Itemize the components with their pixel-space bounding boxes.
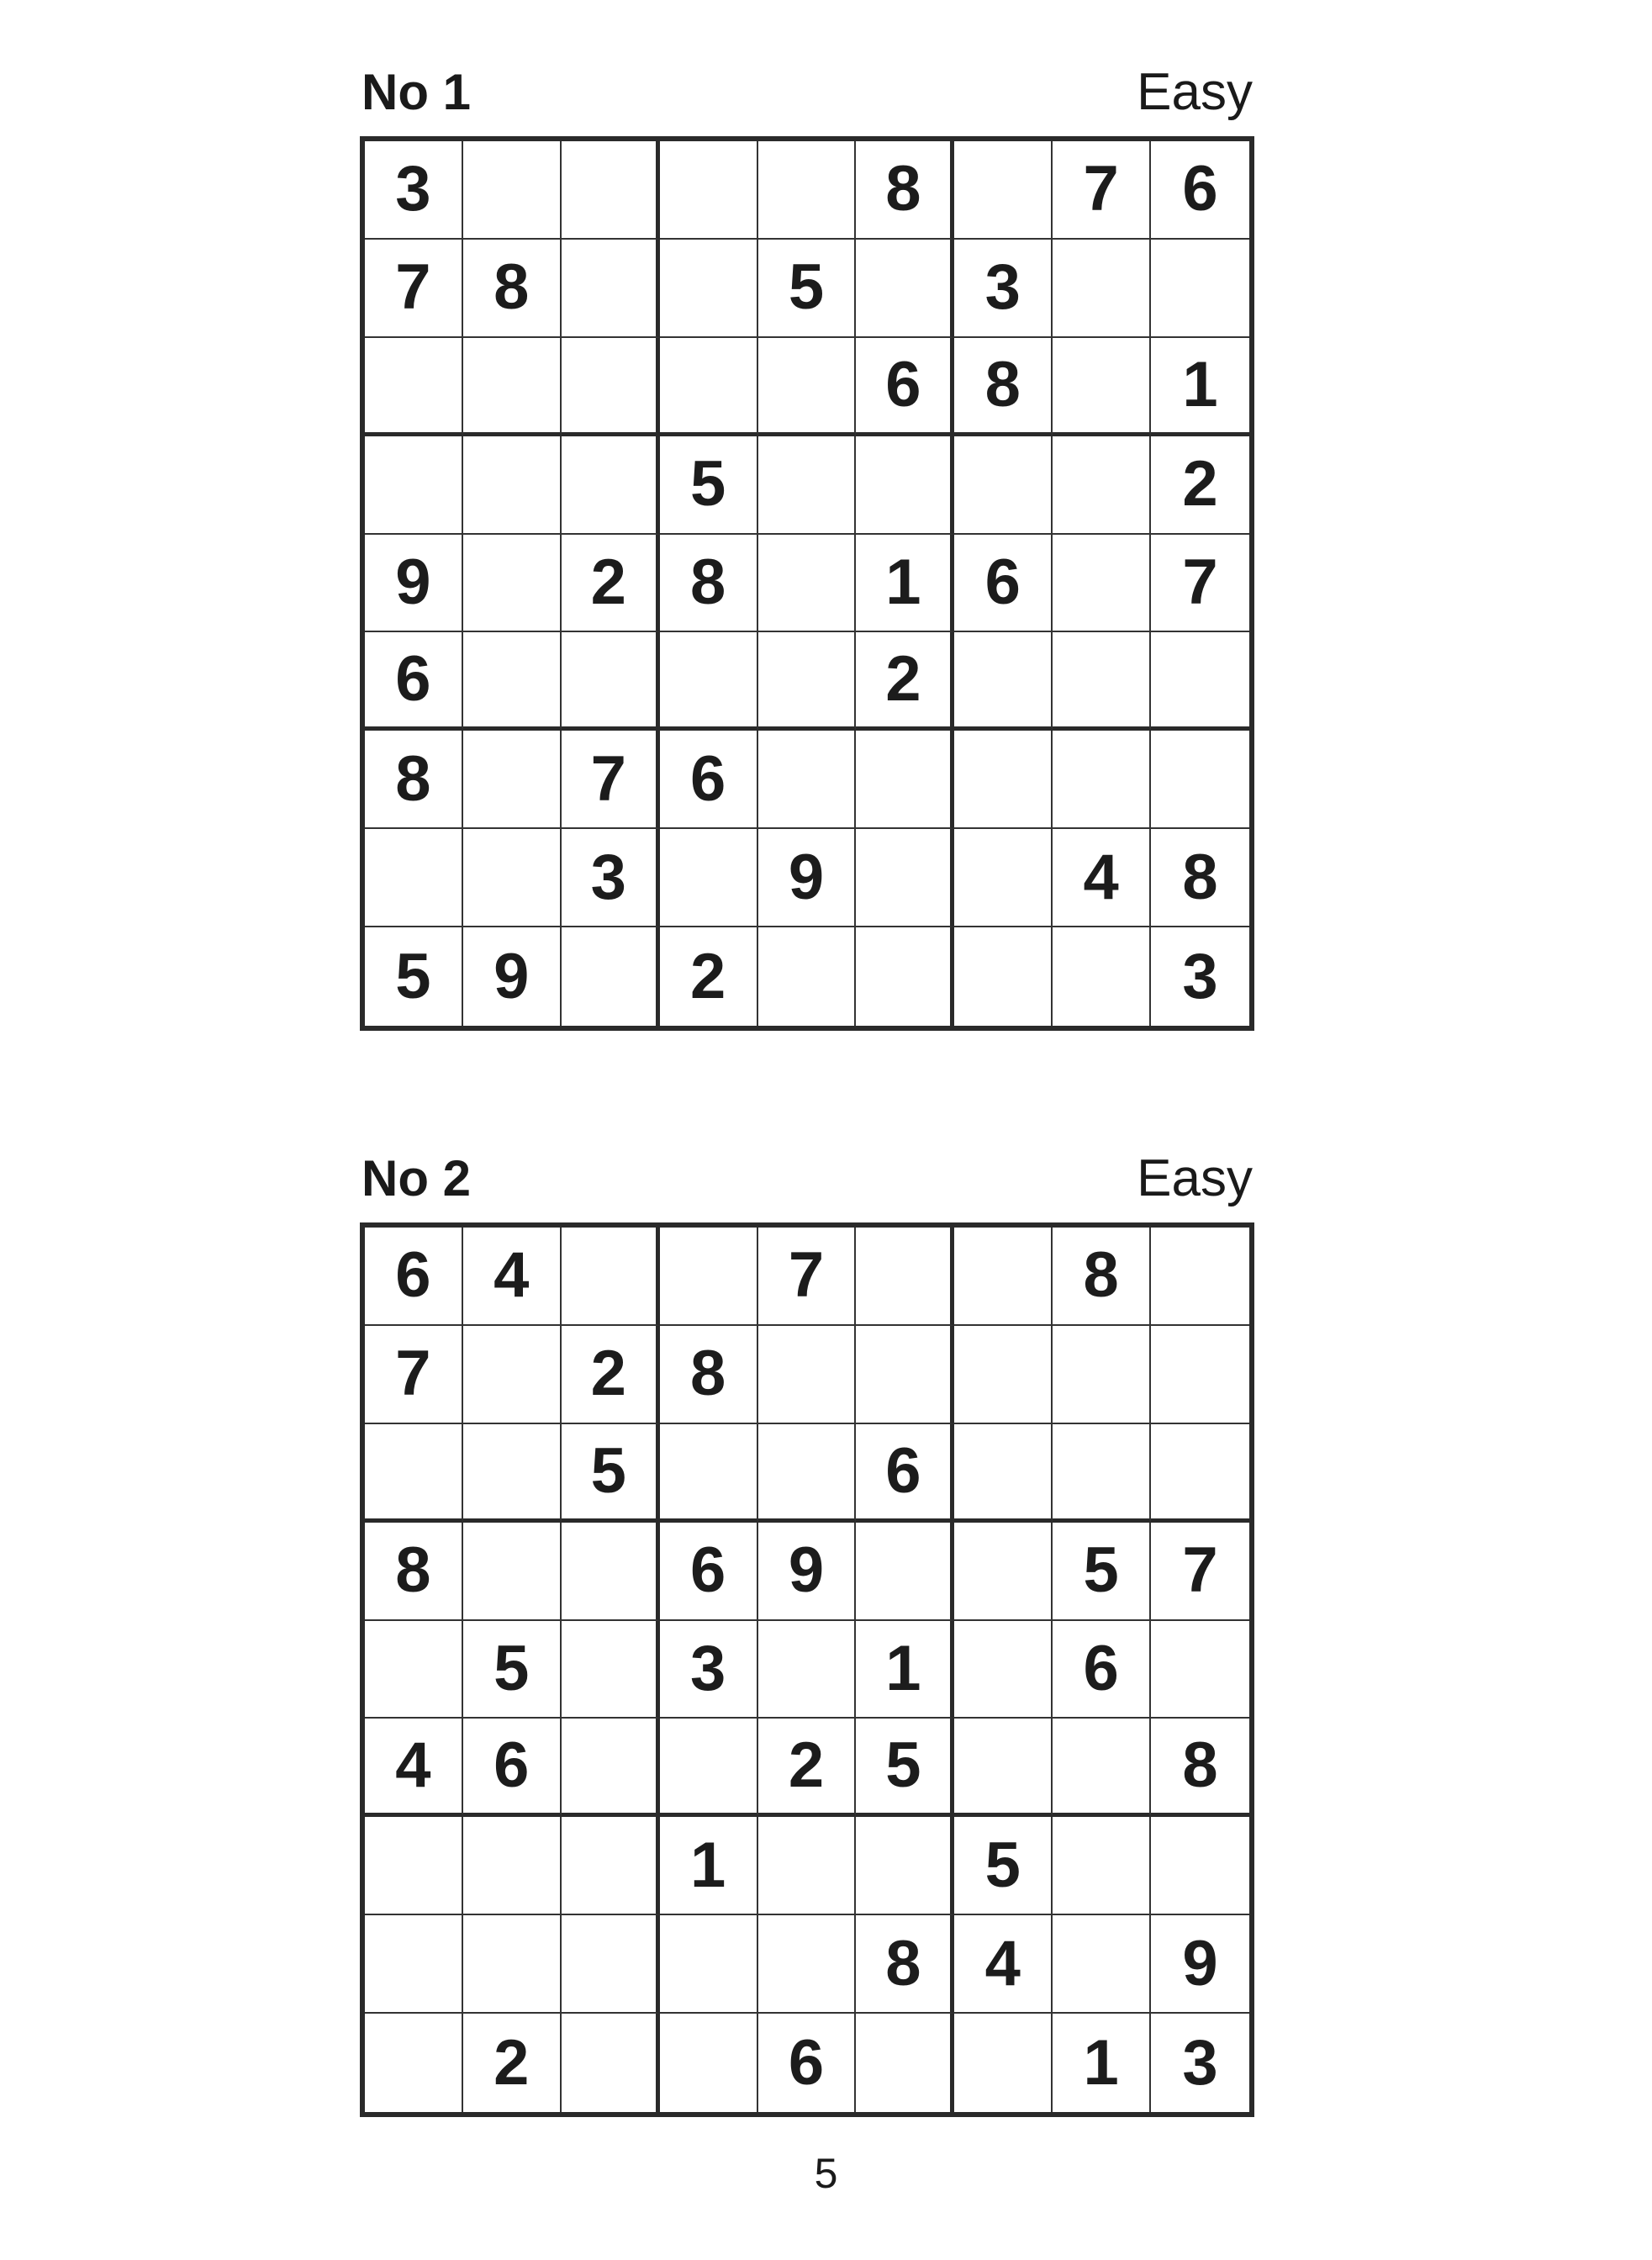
- sudoku-cell: 9: [1151, 1915, 1249, 2014]
- sudoku-cell: 8: [1151, 1719, 1249, 1817]
- page-number: 5: [814, 2150, 838, 2197]
- sudoku-cell: [660, 338, 758, 436]
- sudoku-cell: 6: [365, 632, 463, 731]
- sudoku-cell: [562, 1817, 660, 1915]
- sudoku-cell: 7: [1151, 1523, 1249, 1621]
- sudoku-cell: [562, 436, 660, 535]
- sudoku-cell: [562, 338, 660, 436]
- sudoku-cell: [954, 436, 1053, 535]
- puzzle-header: [360, 59, 1254, 136]
- sudoku-cell: [954, 2014, 1053, 2112]
- sudoku-cell: 6: [660, 1523, 758, 1621]
- sudoku-cell: [1053, 338, 1151, 436]
- sudoku-cell: 7: [365, 240, 463, 338]
- sudoku-cell: [758, 1621, 857, 1719]
- sudoku-cell: 2: [1151, 436, 1249, 535]
- sudoku-cell: 3: [1182, 940, 1218, 1012]
- sudoku-cell: 2: [660, 927, 758, 1026]
- sudoku-cell: 6: [660, 731, 758, 829]
- sudoku-cell: [562, 632, 660, 731]
- sudoku-cell: [365, 1915, 463, 2014]
- sudoku-cell: [954, 1621, 1053, 1719]
- sudoku-cell: [758, 1424, 857, 1523]
- sudoku-cell: 5: [660, 436, 758, 535]
- sudoku-cell: 6: [856, 1424, 954, 1523]
- sudoku-cell: 7: [365, 1326, 463, 1424]
- sudoku-cell: [1151, 632, 1249, 731]
- sudoku-cell: [758, 141, 857, 240]
- sudoku-cell: [660, 240, 758, 338]
- sudoku-cell: 8: [365, 731, 463, 829]
- sudoku-cell: 6: [1151, 141, 1249, 240]
- sudoku-cell: [365, 1817, 463, 1915]
- sudoku-cell: [463, 829, 562, 927]
- sudoku-cell: [365, 1621, 463, 1719]
- sudoku-cell: [365, 829, 463, 927]
- sudoku-cell: [1053, 436, 1151, 535]
- sudoku-cell: [1151, 1326, 1249, 1424]
- sudoku-cell: [954, 829, 1053, 927]
- sudoku-cell: 2: [758, 1719, 857, 1817]
- sudoku-cell: [562, 927, 660, 1026]
- puzzle-difficulty: Easy: [1137, 63, 1253, 121]
- sudoku-cell: [954, 1424, 1053, 1523]
- sudoku-cell: [1151, 1621, 1249, 1719]
- sudoku-cell: 6: [463, 1719, 562, 1817]
- sudoku-cell: [660, 1424, 758, 1523]
- sudoku-cell: [463, 141, 562, 240]
- sudoku-cell: [660, 1915, 758, 2014]
- sudoku-cell: 6: [856, 338, 954, 436]
- sudoku-cell: 4: [463, 1228, 562, 1326]
- sudoku-cell: [463, 1424, 562, 1523]
- sudoku-cell: [660, 1719, 758, 1817]
- sudoku-cell: [562, 1228, 660, 1326]
- sudoku-cell: [758, 927, 857, 1026]
- sudoku-cell: [856, 1817, 954, 1915]
- sudoku-cell: 9: [758, 1523, 857, 1621]
- sudoku-cell: 5: [758, 240, 857, 338]
- sudoku-cell: [660, 632, 758, 731]
- sudoku-cell: [856, 1326, 954, 1424]
- sudoku-cell: 4: [954, 1915, 1053, 2014]
- sudoku-cell: [1053, 1817, 1151, 1915]
- sudoku-cell: 7: [758, 1228, 857, 1326]
- sudoku-cell: [856, 1523, 954, 1621]
- sudoku-cell: [954, 141, 1053, 240]
- sudoku-cell: [562, 2014, 660, 2112]
- sudoku-cell: [1151, 1228, 1249, 1326]
- sudoku-cell: 1: [1053, 2014, 1151, 2112]
- sudoku-cell: [660, 141, 758, 240]
- sudoku-cell: 9: [463, 927, 562, 1026]
- sudoku-cell: 7: [1053, 141, 1151, 240]
- sudoku-cell: 1: [856, 535, 954, 633]
- sudoku-cell: 4: [365, 1719, 463, 1817]
- sudoku-cell: [758, 1326, 857, 1424]
- sudoku-cell: 3: [365, 141, 463, 240]
- sudoku-cell: 3: [562, 829, 660, 927]
- sudoku-cell: [1053, 632, 1151, 731]
- sudoku-cell: [463, 1326, 562, 1424]
- sudoku-cell: 9: [365, 535, 463, 633]
- sudoku-cell: [463, 632, 562, 731]
- sudoku-cell: 2: [562, 535, 660, 633]
- puzzle-difficulty: Easy: [1137, 1149, 1253, 1207]
- sudoku-cell: 5: [463, 1621, 562, 1719]
- sudoku-cell: [954, 731, 1053, 829]
- sudoku-cell: 3: [1182, 2026, 1218, 2099]
- sudoku-cell: [562, 1621, 660, 1719]
- sudoku-cell: 5: [365, 927, 463, 1026]
- sudoku-cell: [954, 927, 1053, 1026]
- sudoku-cell: 8: [660, 535, 758, 633]
- sudoku-cell: [1053, 240, 1151, 338]
- sudoku-cell: [463, 338, 562, 436]
- sudoku-cell: [1151, 240, 1249, 338]
- sudoku-cell: 2: [562, 1326, 660, 1424]
- sudoku-cell: [463, 1523, 562, 1621]
- sudoku-cell: [954, 1326, 1053, 1424]
- sudoku-cell: [856, 2014, 954, 2112]
- sudoku-cell: [758, 632, 857, 731]
- sudoku-cell: [1053, 1326, 1151, 1424]
- sudoku-cell: 5: [562, 1424, 660, 1523]
- sudoku-cell: [562, 1523, 660, 1621]
- sudoku-cell: [365, 2014, 463, 2112]
- sudoku-cell: [562, 1719, 660, 1817]
- sudoku-cell: [463, 1915, 562, 2014]
- sudoku-cell: 8: [954, 338, 1053, 436]
- sudoku-cell: [1151, 731, 1249, 829]
- sudoku-cell: [463, 535, 562, 633]
- sudoku-cell: 8: [856, 141, 954, 240]
- sudoku-cell: [1151, 1817, 1249, 1915]
- sudoku-cell: [1053, 535, 1151, 633]
- sudoku-cell: [1053, 1915, 1151, 2014]
- sudoku-cell: 2: [856, 632, 954, 731]
- sudoku-cell: 5: [1053, 1523, 1151, 1621]
- sudoku-grid: [360, 136, 1254, 1031]
- sudoku-cell: [856, 1228, 954, 1326]
- sudoku-cell: 3: [660, 1621, 758, 1719]
- sudoku-cell: [856, 829, 954, 927]
- sudoku-cell: [758, 1817, 857, 1915]
- sudoku-cell: 7: [1151, 535, 1249, 633]
- sudoku-cell: 1: [856, 1621, 954, 1719]
- sudoku-cell: [1053, 1424, 1151, 1523]
- sudoku-cell: [758, 338, 857, 436]
- sudoku-puzzle-1: [360, 59, 1254, 1031]
- sudoku-cell: [463, 436, 562, 535]
- sudoku-cell: [856, 240, 954, 338]
- sudoku-cell: 8: [1053, 1228, 1151, 1326]
- sudoku-cell: [1053, 1719, 1151, 1817]
- sudoku-cell: [856, 731, 954, 829]
- sudoku-cell: [856, 927, 954, 1026]
- puzzle-number: No 1: [362, 64, 472, 120]
- sudoku-cell: 8: [463, 240, 562, 338]
- sudoku-cell: [954, 1719, 1053, 1817]
- sudoku-cell: 5: [856, 1719, 954, 1817]
- puzzle-header: [360, 1145, 1254, 1222]
- sudoku-grid: [360, 1222, 1254, 2117]
- sudoku-cell: [562, 141, 660, 240]
- sudoku-cell: [1053, 731, 1151, 829]
- sudoku-cell: [856, 436, 954, 535]
- sudoku-cell: [660, 2014, 758, 2112]
- sudoku-cell: [463, 1817, 562, 1915]
- sudoku-cell: 8: [856, 1915, 954, 2014]
- sudoku-cell: 8: [660, 1326, 758, 1424]
- sudoku-cell: [954, 1228, 1053, 1326]
- sudoku-cell: [660, 829, 758, 927]
- sudoku-cell: [758, 535, 857, 633]
- sudoku-cell: 7: [562, 731, 660, 829]
- sudoku-cell: [562, 1915, 660, 2014]
- sudoku-cell: 9: [758, 829, 857, 927]
- sudoku-cell: [365, 338, 463, 436]
- sudoku-cell: 2: [463, 2014, 562, 2112]
- sudoku-cell: 8: [365, 1523, 463, 1621]
- sudoku-cell: [1053, 927, 1151, 1026]
- sudoku-cell: [1151, 1424, 1249, 1523]
- sudoku-cell: 5: [954, 1817, 1053, 1915]
- sudoku-cell: [463, 731, 562, 829]
- sudoku-cell: 6: [758, 2014, 857, 2112]
- sudoku-cell: [954, 1523, 1053, 1621]
- sudoku-cell: [954, 632, 1053, 731]
- sudoku-puzzle-2: [360, 1145, 1254, 2117]
- sudoku-cell: [365, 436, 463, 535]
- puzzle-number: No 2: [362, 1150, 472, 1207]
- sudoku-cell: 3: [954, 240, 1053, 338]
- sudoku-cell: 6: [365, 1228, 463, 1326]
- sudoku-cell: [758, 436, 857, 535]
- sudoku-cell: 8: [1151, 829, 1249, 927]
- sudoku-cell: 4: [1053, 829, 1151, 927]
- sudoku-cell: [660, 1228, 758, 1326]
- sudoku-cell: [365, 1424, 463, 1523]
- sudoku-cell: [758, 731, 857, 829]
- sudoku-cell: [562, 240, 660, 338]
- sudoku-cell: 1: [660, 1817, 758, 1915]
- sudoku-cell: 6: [1053, 1621, 1151, 1719]
- sudoku-cell: 1: [1151, 338, 1249, 436]
- sudoku-cell: 6: [954, 535, 1053, 633]
- sudoku-cell: [758, 1915, 857, 2014]
